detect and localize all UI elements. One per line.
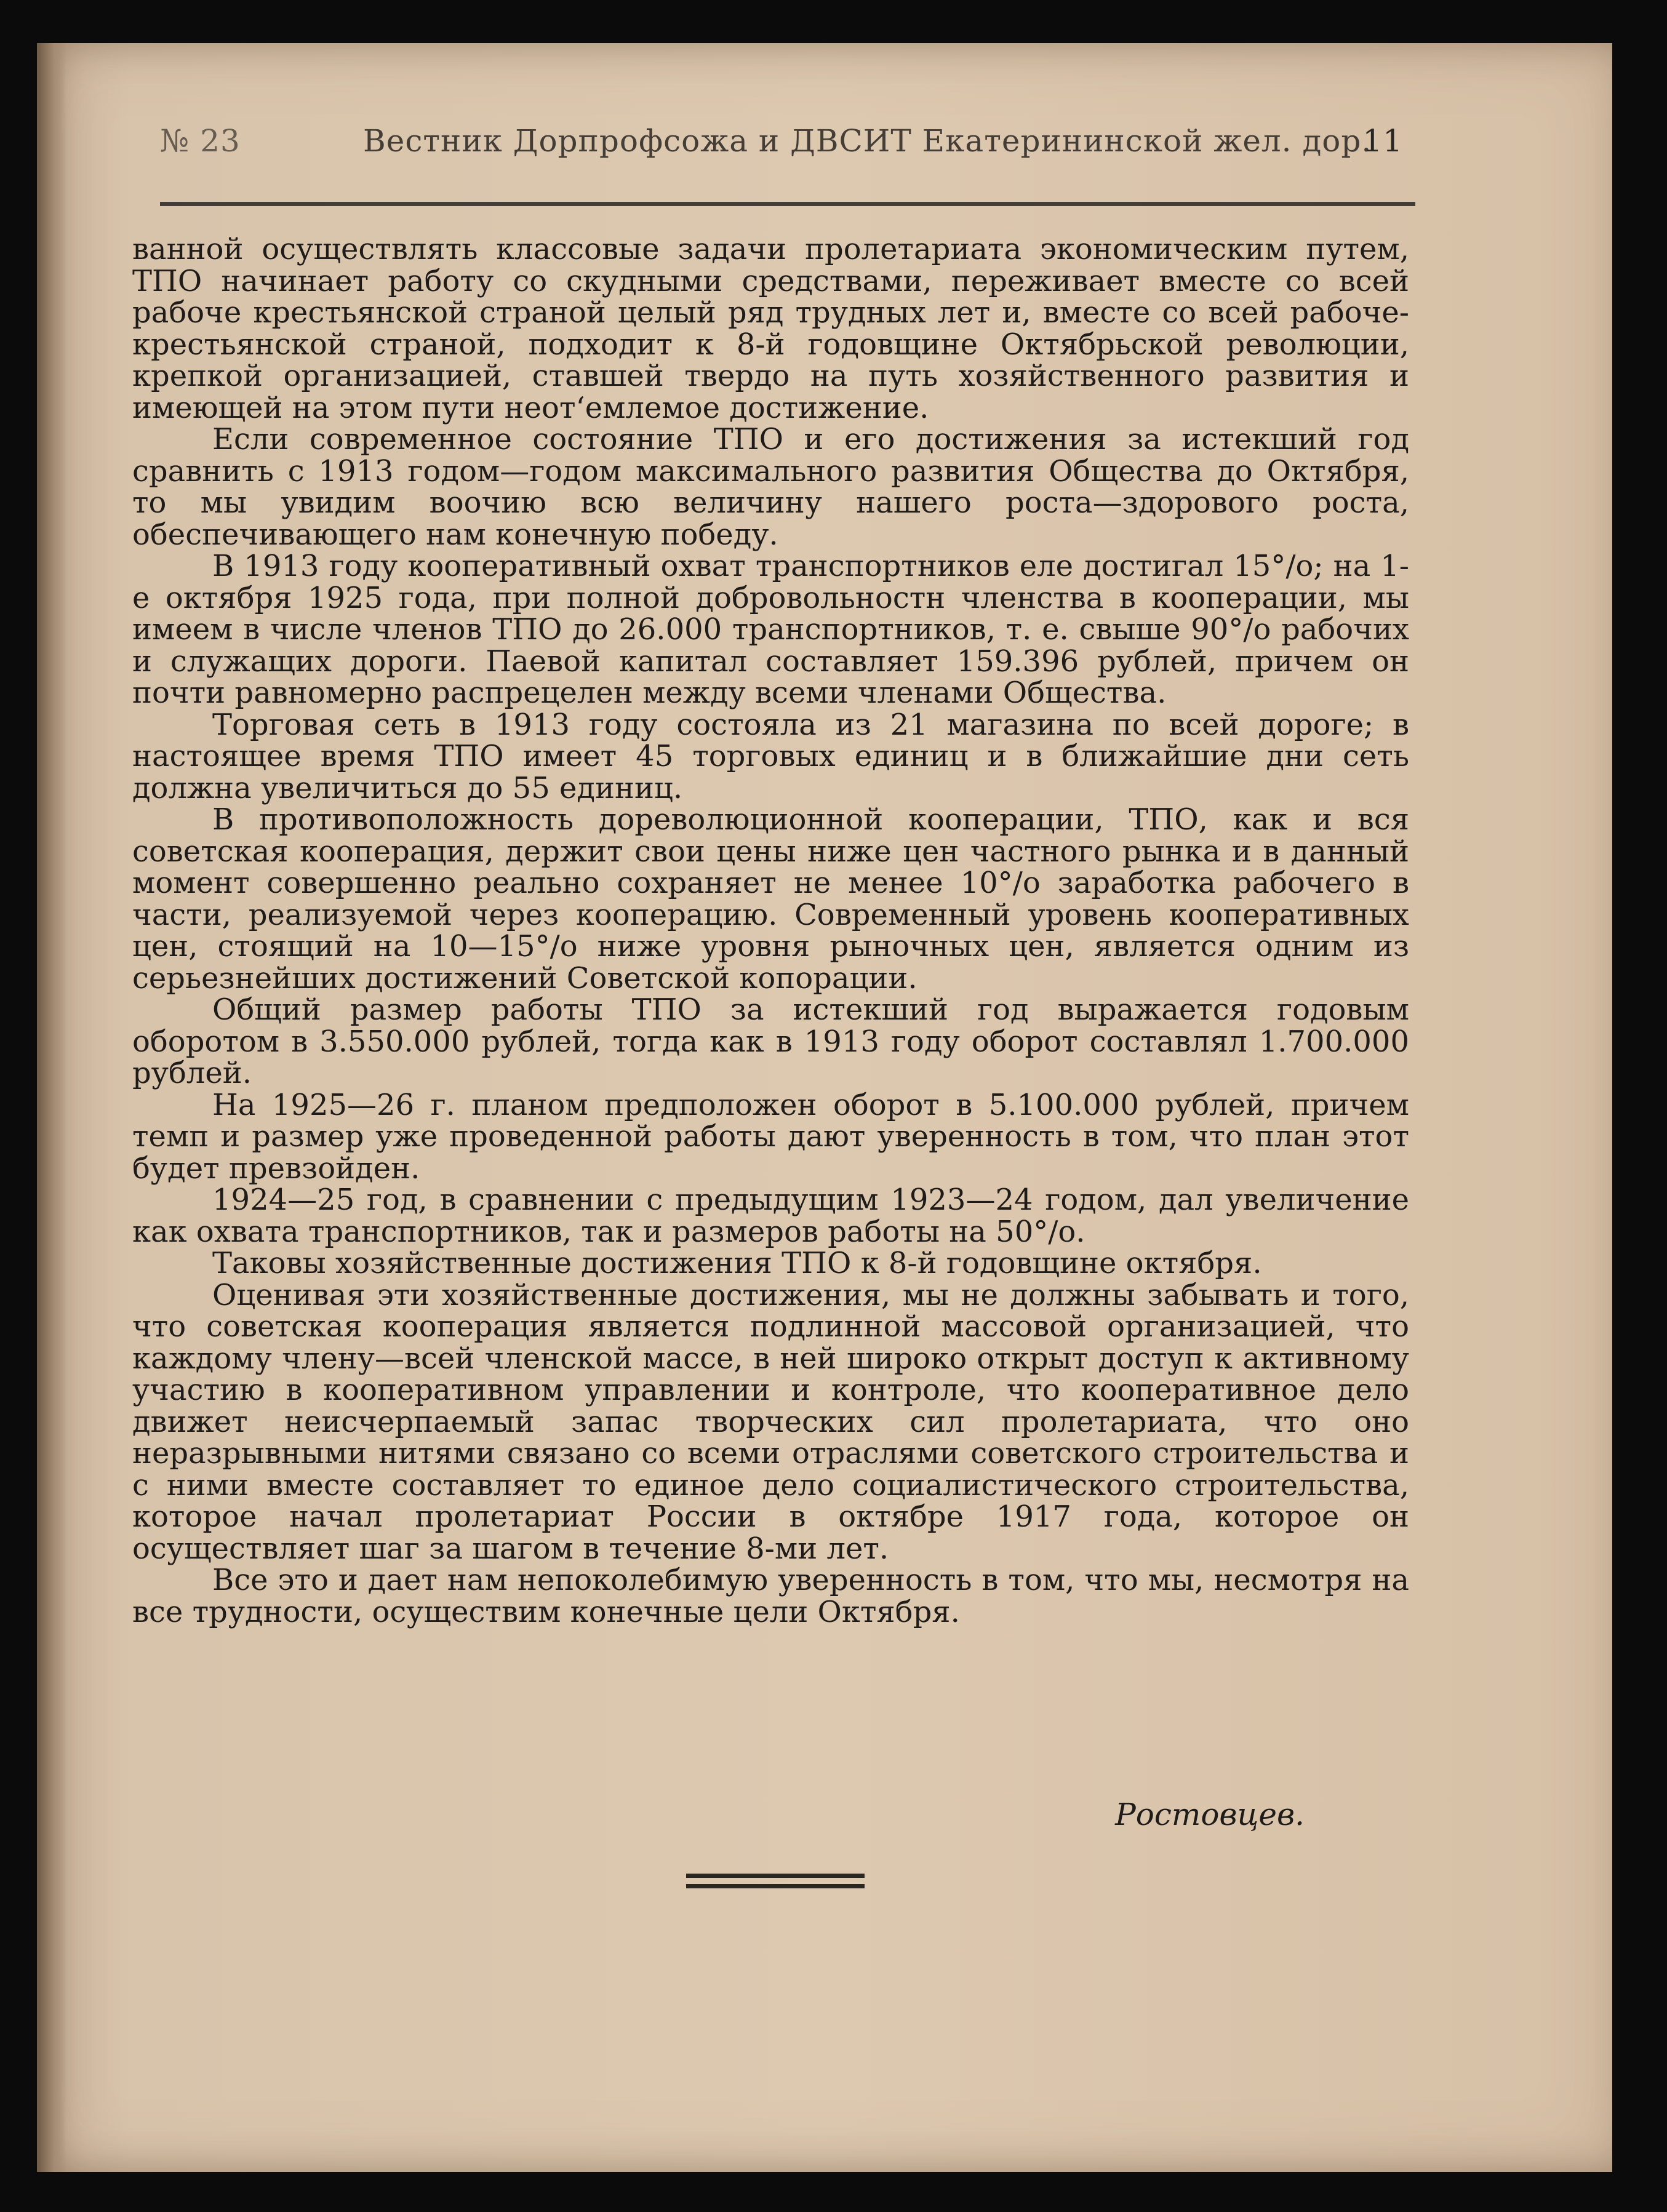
paragraph: Все это и дает нам непоколебимую уверенность в том, что мы, несмотря на все трудности, осуществим конечные цели Октября. bbox=[132, 1563, 1409, 1629]
end-double-rule bbox=[686, 1874, 865, 1888]
paragraph: На 1925—26 г. планом предположен оборот в 5.100.000 рублей, причем темп и размер уже проведенной работы дают уверенность в том, что план этот будет превзойден. bbox=[132, 1087, 1409, 1186]
author-signature: Ростовцев. bbox=[1115, 1797, 1305, 1832]
paragraph: Если современное состояние ТПО и его достижения за истекший год сравнить с 1913 годом—годом максимального развития Общества до Октября, то мы увидим воочию всю величину нашего роста—здорового роста, обеспечивающего нам конечную победу. bbox=[132, 422, 1409, 552]
rule-line-top bbox=[686, 1874, 865, 1878]
article-body bbox=[132, 234, 1409, 1628]
page-number: 11 bbox=[1362, 123, 1403, 159]
running-header bbox=[129, 123, 1421, 172]
paragraph: В противоположность дореволюционной кооперации, ТПО, как и вся советская кооперация, держит свои цены ниже цен частного рынка и в данный момент совершенно реально сохраняет не менее 10°/о заработка рабочего в части, реализуемой через кооперацию. Современный уровень кооперативных цен, стоящий на 10—15°/о ниже уровня рыночных цен, является одним из серьезнейших достижений Советской копорации. bbox=[132, 802, 1409, 996]
issue-number: № 23 bbox=[160, 123, 241, 159]
paragraph: Таковы хозяйственные достижения ТПО к 8-й годовщине октября. bbox=[212, 1246, 1262, 1280]
paragraph: Общий размер работы ТПО за истекший год выражается годовым оборотом в 3.550.000 рублей, тогда как в 1913 году оборот составлял 1.700.000 рублей. bbox=[132, 992, 1409, 1090]
header-rule bbox=[160, 202, 1415, 206]
journal-title: Вестник Дорпрофсожа и ДВСИТ Екатерининской жел. дор. bbox=[363, 123, 1372, 159]
paragraph: Оценивая эти хозяйственные достижения, мы не должны забывать и того, что советская кооперация является подлинной массовой организацией, что каждому члену—всей членской массе, в ней широко открыт доступ к активному участию в кооперативном управлении и контроле, что кооперативное дело движет неисчерпаемый запас творческих сил пролетариата, что оно неразрывными нитями связано со всеми отраслями советского строительства и с ними вместе составляет то единое дело социалистического строительства, которое начал пролетариат России в октябре 1917 года, которое он осуществляет шаг за шагом в течение 8-ми лет. bbox=[132, 1277, 1409, 1566]
paragraph: Торговая сеть в 1913 году состояла из 21 магазина по всей дороге; в настоящее время ТПО имеет 45 торговых единиц и в ближайшие дни сеть должна увеличиться до 55 единиц. bbox=[132, 707, 1409, 805]
paragraph: 1924—25 год, в сравнении с предыдущим 1923—24 годом, дал увеличение как охвата транспортников, так и размеров работы на 50°/о. bbox=[132, 1183, 1409, 1249]
paragraph: В 1913 году кооперативный охват транспортников еле достигал 15°/о; на 1-е октября 1925 года, при полной добровольностн членства в кооперации, мы имеем в числе членов ТПО до 26.000 транспортников, т. е. свыше 90°/о рабочих и служащих дороги. Паевой капитал составляет 159.396 рублей, причем он почти равномерно распрецелен между всеми членами Общества. bbox=[132, 549, 1409, 710]
rule-line-bottom bbox=[686, 1884, 865, 1888]
page-spine-shadow bbox=[37, 43, 66, 2172]
paragraph: ванной осуществлять классовые задачи пролетариата экономическим путем, ТПО начинает работу со скудными средствами, переживает вместе со всей рабоче крестьянской страной целый ряд трудных лет и, вместе со всей рабоче-крестьянской страной, подходит к 8-й годовщине Октябрьской революции, крепкой организацией, ставшей твердо на путь хозяйственного развития и имеющей на этом пути неот‘емлемое достижение. bbox=[132, 232, 1409, 425]
